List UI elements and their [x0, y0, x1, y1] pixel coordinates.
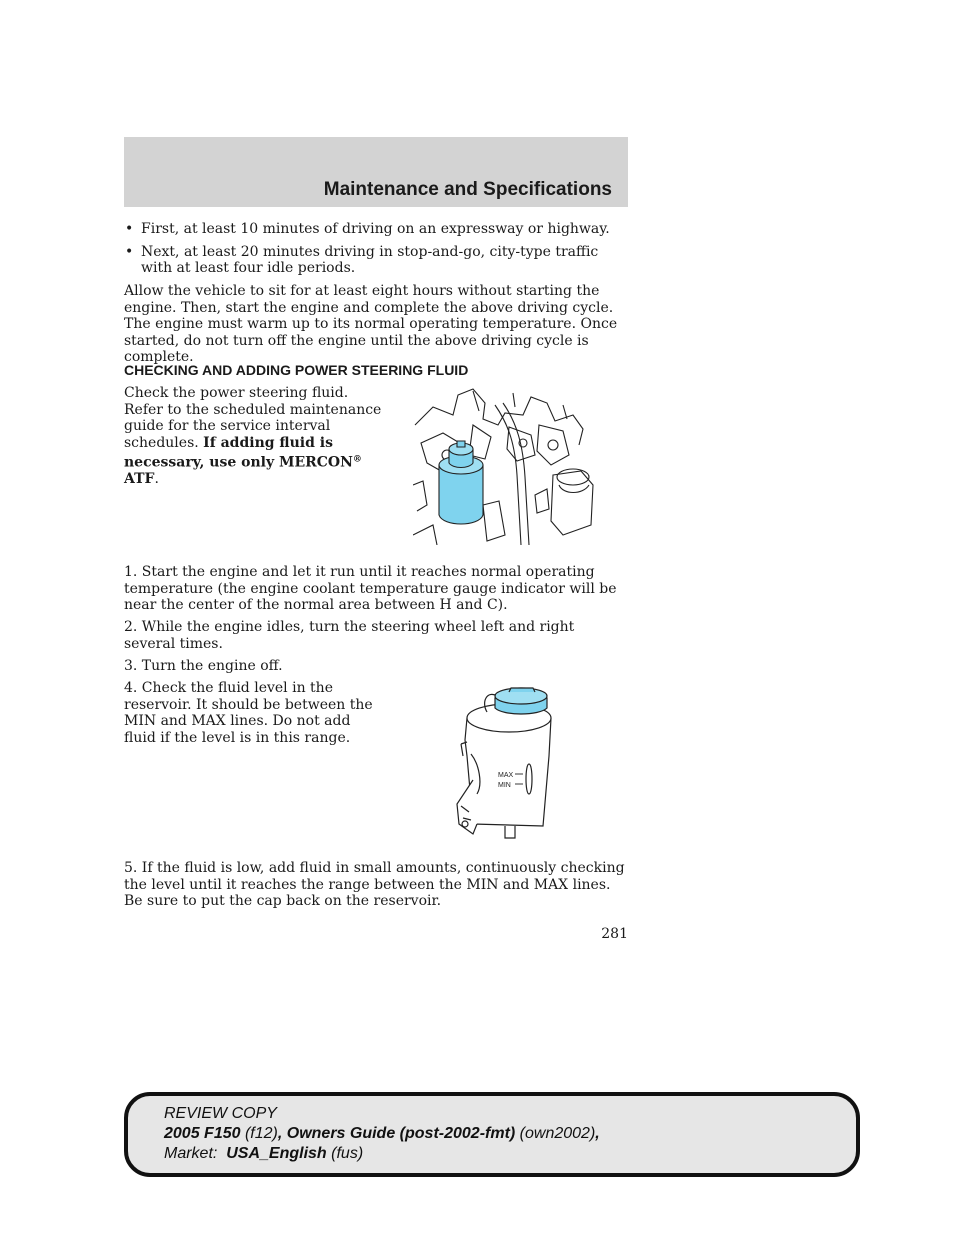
bullet-text: Next, at least 20 minutes driving in stop-and-go, city-type traffic with at least four idle periods.	[141, 243, 599, 276]
step-4: 4. Check the fluid level in the reservoir. It should be between the MIN and MAX lines. Do not add fluid if the level is in this range.	[124, 680, 373, 746]
bullet-glyph: •	[125, 243, 134, 260]
review-copy-footer	[124, 1092, 860, 1177]
engine-compartment-illustration	[413, 385, 599, 545]
bullet-list	[124, 221, 628, 283]
page-number: 281	[601, 926, 628, 942]
page-title: Maintenance and Specifications	[323, 179, 612, 200]
header-band	[124, 137, 628, 207]
reservoir-illustration	[443, 684, 575, 842]
footer-line-review: REVIEW COPY	[164, 1105, 277, 1122]
step-1: 1. Start the engine and let it run until it reaches normal operating temperature (the engine coolant temperature gauge indicator will be near the center of the normal area between H and C).	[124, 564, 617, 613]
intro-warning: If adding fluid is necessary, use only MERCON	[124, 434, 353, 471]
min-label: MIN	[498, 782, 511, 789]
footer-text	[164, 1104, 600, 1164]
list-item	[124, 221, 628, 238]
footer-line-market: Market: USA_English (fus)	[164, 1145, 364, 1162]
bullet-text: First, at least 10 minutes of driving on an expressway or highway.	[141, 221, 610, 237]
registered-mark: ®	[352, 454, 362, 464]
bullet-glyph: •	[125, 221, 134, 237]
step-3: 3. Turn the engine off.	[124, 658, 283, 674]
max-label: MAX	[498, 772, 514, 779]
allow-paragraph: Allow the vehicle to sit for at least eight hours without starting the engine. Then, start the engine and complete the above driving cycle. The engine must warm up to its normal operating temperature. Once started, do not turn off the engine until the above driving cycle is complete.	[124, 283, 618, 365]
intro-paragraph: Check the power steering fluid. Refer to the scheduled maintenance guide for the service interval schedules. If adding fluid is necessary, use only MERCON® ATF.	[124, 385, 382, 488]
list-item	[124, 244, 628, 277]
step-2: 2. While the engine idles, turn the steering wheel left and right several times.	[124, 619, 575, 652]
intro-text: Check the power steering fluid. Refer to the scheduled maintenance guide for the service interval schedules.	[124, 385, 382, 451]
footer-line-model: 2005 F150 (f12), Owners Guide (post-2002-fmt) (own2002),	[164, 1125, 600, 1142]
intro-warning-end: ATF	[124, 471, 155, 488]
step-5: 5. If the fluid is low, add fluid in small amounts, continuously checking the level until it reaches the range between the MIN and MAX lines. Be sure to put the cap back on the reservoir.	[124, 860, 625, 909]
section-heading: CHECKING AND ADDING POWER STEERING FLUID	[124, 362, 469, 378]
